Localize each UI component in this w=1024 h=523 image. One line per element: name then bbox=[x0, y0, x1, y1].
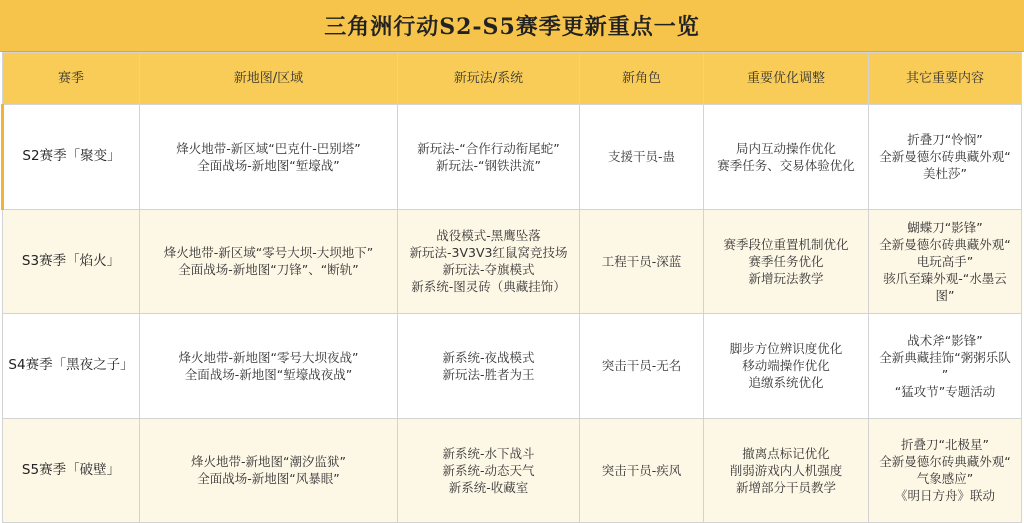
cell-line: “猛攻节”专题活动 bbox=[894, 383, 996, 399]
season-table bbox=[1, 52, 1022, 523]
cell-line: 新系统-图灵砖（典藏挂饰） bbox=[411, 279, 566, 295]
cell-line: 全新曼德尔砖典藏外观“ bbox=[879, 149, 1011, 165]
modes-cell bbox=[398, 314, 580, 419]
maps-cell bbox=[140, 209, 398, 314]
cell-line: 新系统-夜战模式 bbox=[442, 349, 535, 365]
cell-line: 美杜莎” bbox=[923, 166, 967, 182]
cell-line: 全新典藏挂饰“粥粥乐队 bbox=[879, 349, 1011, 365]
header-season: 赛季 bbox=[3, 53, 140, 105]
header-roles: 新角色 bbox=[580, 53, 704, 105]
others-cell bbox=[869, 105, 1022, 210]
cell-line: 新系统-动态天气 bbox=[442, 462, 535, 478]
cell-line: 全新曼德尔砖典藏外观“ bbox=[879, 454, 1011, 470]
cell-line: 新增部分干员教学 bbox=[735, 479, 836, 495]
modes-cell bbox=[398, 418, 580, 523]
table-row bbox=[3, 105, 1022, 210]
cell-line: 新玩法-胜者为王 bbox=[442, 366, 535, 382]
season-cell: S4赛季「黑夜之子」 bbox=[3, 314, 140, 419]
cell-line: 支援干员-蛊 bbox=[607, 149, 675, 165]
cell-line: 《明日方舟》联动 bbox=[894, 488, 995, 504]
cell-line: 新玩法-“钢铁洪流” bbox=[436, 157, 541, 173]
cell-line: 图” bbox=[935, 287, 955, 303]
optimizations-cell bbox=[704, 105, 869, 210]
modes-cell bbox=[398, 209, 580, 314]
cell-line: 折叠刀“怜悯” bbox=[907, 132, 983, 148]
cell-line: 新系统-水下战斗 bbox=[442, 445, 535, 461]
roles-cell bbox=[580, 209, 704, 314]
cell-line: 新玩法-“合作行动衔尾蛇” bbox=[417, 140, 560, 156]
cell-line: 新玩法-3V3V3红鼠窝竞技场 bbox=[409, 245, 568, 261]
others-cell bbox=[869, 418, 1022, 523]
cell-line: 赛季任务优化 bbox=[748, 253, 824, 269]
maps-cell bbox=[140, 418, 398, 523]
title-bar bbox=[0, 0, 1024, 52]
cell-line: 局内互动操作优化 bbox=[735, 140, 836, 156]
season-cell: S2赛季「聚变」 bbox=[3, 105, 140, 210]
header-maps: 新地图/区域 bbox=[140, 53, 398, 105]
optimizations-cell bbox=[704, 314, 869, 419]
roles-cell bbox=[580, 105, 704, 210]
cell-line: 新系统-收藏室 bbox=[448, 479, 529, 495]
cell-line: ” bbox=[941, 366, 949, 382]
cell-line: 烽火地带-新区域“零号大坝-大坝地下” bbox=[163, 245, 374, 261]
maps-cell bbox=[140, 314, 398, 419]
cell-line: 蝴蝶刀“影锋” bbox=[907, 219, 983, 235]
table-row bbox=[3, 209, 1022, 314]
cell-line: 新增玩法教学 bbox=[748, 270, 824, 286]
cell-line: 战术斧“影锋” bbox=[907, 332, 983, 348]
cell-line: 烽火地带-新地图“潮汐监狱” bbox=[191, 454, 346, 470]
cell-line: 新玩法-夺旗模式 bbox=[442, 262, 535, 278]
table-row bbox=[3, 418, 1022, 523]
cell-line: 烽火地带-新地图“零号大坝夜战” bbox=[178, 349, 359, 365]
cell-line: 赛季任务、交易体验优化 bbox=[717, 157, 855, 173]
cell-line: 全面战场-新地图“堑壕战” bbox=[197, 157, 340, 173]
roles-cell bbox=[580, 418, 704, 523]
header-optimizations: 重要优化调整 bbox=[704, 53, 869, 105]
cell-line: 赛季段位重置机制优化 bbox=[723, 236, 849, 252]
header-others: 其它重要内容 bbox=[869, 53, 1022, 105]
cell-line: 追缴系统优化 bbox=[748, 375, 824, 391]
header-row bbox=[3, 53, 1022, 105]
season-cell: S5赛季「破壁」 bbox=[3, 418, 140, 523]
others-cell bbox=[869, 209, 1022, 314]
cell-line: 烽火地带-新区域“巴克什-巴别塔” bbox=[176, 140, 361, 156]
cell-line: 全面战场-新地图“刀锋”、“断轨” bbox=[178, 262, 359, 278]
cell-line: 电玩高手” bbox=[916, 253, 974, 269]
roles-cell bbox=[580, 314, 704, 419]
cell-line: 移动端操作优化 bbox=[742, 358, 830, 374]
cell-line: 全面战场-新地图“堑壕战夜战” bbox=[184, 366, 353, 382]
cell-line: 削弱游戏内人机强度 bbox=[729, 462, 843, 478]
cell-line: 骇爪至臻外观-“水墨云 bbox=[883, 270, 1007, 286]
cell-line: 气象感应” bbox=[916, 471, 974, 487]
optimizations-cell bbox=[704, 418, 869, 523]
cell-line: 脚步方位辨识度优化 bbox=[729, 341, 843, 357]
cell-line: 工程干员-深蓝 bbox=[601, 253, 682, 269]
table-row bbox=[3, 314, 1022, 419]
cell-line: 撤离点标记优化 bbox=[742, 445, 830, 461]
cell-line: 全新曼德尔砖典藏外观“ bbox=[879, 236, 1011, 252]
optimizations-cell bbox=[704, 209, 869, 314]
cell-line: 折叠刀“北极星” bbox=[901, 437, 989, 453]
maps-cell bbox=[140, 105, 398, 210]
cell-line: 突击干员-疾风 bbox=[601, 462, 682, 478]
cell-line: 全面战场-新地图“风暴眼” bbox=[197, 471, 340, 487]
cell-line: 战役模式-黑鹰坠落 bbox=[436, 228, 541, 244]
modes-cell bbox=[398, 105, 580, 210]
header-modes: 新玩法/系统 bbox=[398, 53, 580, 105]
cell-line: 突击干员-无名 bbox=[601, 358, 682, 374]
page-title: 三角洲行动S2-S5赛季更新重点一览 bbox=[324, 14, 700, 40]
others-cell bbox=[869, 314, 1022, 419]
season-cell: S3赛季「焰火」 bbox=[3, 209, 140, 314]
